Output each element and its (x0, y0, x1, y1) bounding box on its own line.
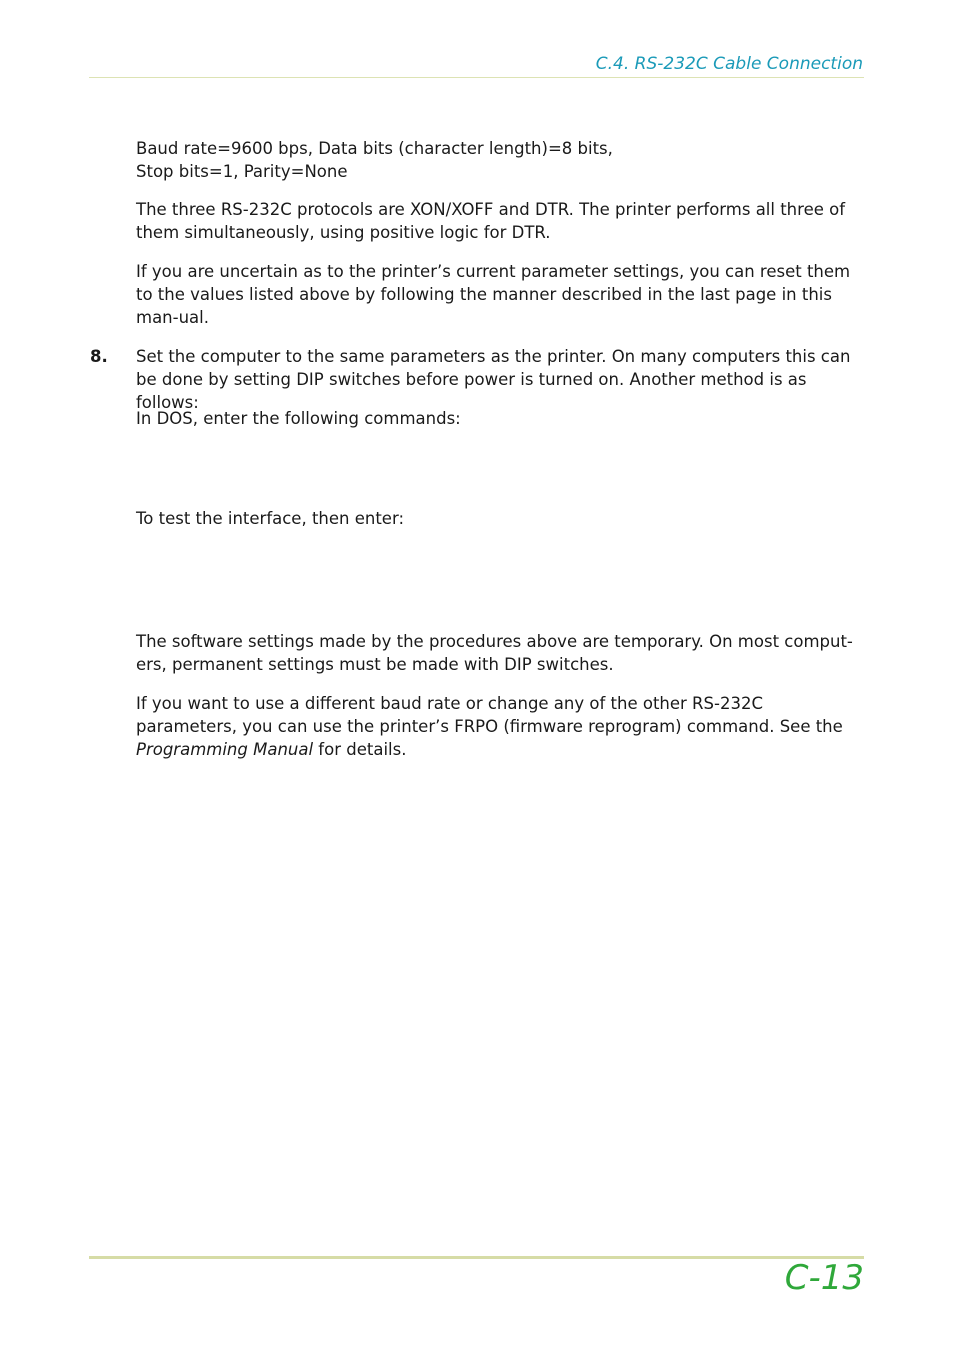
params-line-1: Baud rate=9600 bps, Data bits (character length)=8 bits, (136, 139, 613, 158)
protocols-paragraph: The three RS-232C protocols are XON/XOFF and DTR. The printer performs all three of them simultaneously, using positive logic for DTR. (136, 200, 846, 242)
programming-manual-title: Programming Manual (136, 740, 314, 759)
params-line-2: Stop bits=1, Parity=None (136, 162, 348, 181)
frpo-text: If you want to use a different baud rate or change any of the other RS-232C parameters, you can use the printer’s FRPO (firmware reprogram) command. See the (136, 694, 843, 736)
frpo-paragraph (136, 692, 864, 761)
reset-paragraph: If you are uncertain as to the printer’s current parameter settings, you can reset them to the values listed above by following the manner described in the last page in this man-ual. (136, 262, 851, 327)
step-number: 8. (90, 347, 108, 366)
header-rule (89, 77, 864, 78)
temporary-note: The software settings made by the procedures above are temporary. On most comput-ers, permanent settings must be made with DIP switches. (136, 632, 853, 674)
step-8 (90, 345, 864, 414)
footer-rule (89, 1256, 864, 1259)
step-text: Set the computer to the same parameters as the printer. On many computers this can be done by setting DIP switches before power is turned on. Another method is as follows: (136, 347, 851, 412)
dos-intro: In DOS, enter the following commands: (136, 409, 461, 428)
test-intro: To test the interface, then enter: (136, 509, 405, 528)
running-header: C.4. RS-232C Cable Connection (595, 54, 863, 74)
frpo-text-end: for details. (313, 740, 407, 759)
page-number: C-13 (784, 1258, 864, 1298)
